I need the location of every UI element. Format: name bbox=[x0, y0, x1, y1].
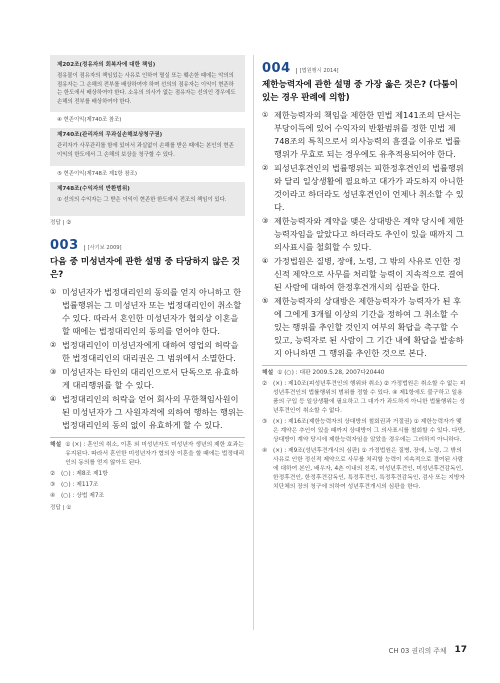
option-number: ② bbox=[262, 164, 269, 172]
question-tag bbox=[296, 67, 339, 74]
explanation-divider bbox=[262, 365, 467, 366]
explanation-line bbox=[50, 470, 245, 479]
law-text: 점유물이 점유자의 책임있는 사유로 인하여 멸실 또는 훼손한 때에는 악의의 점유자는 그 손해의 전부를 배상하여야 하며 선의의 점유자는 이익이 현존하는 한도에서 배상하여야 한다. 소유의 의사가 없는 점유자는 선의인 경우에도 손해의 전부를 배상하여야 한다. bbox=[57, 73, 236, 105]
option-text: 가정법원은 질병, 장애, 노령, 그 밖의 사유로 인한 정신적 제약으로 사무를 처리할 능력이 지속적으로 결여된 사람에 대하여 한정후견개시의 심판을 한다. bbox=[274, 256, 464, 292]
explanation-number: ① bbox=[65, 442, 71, 449]
reference-line: ⑤ 현존이익(제748조 제1항 참조) bbox=[50, 166, 245, 182]
answer-divider: | bbox=[62, 220, 67, 227]
option-number: ① bbox=[50, 288, 57, 297]
explanation-label: 해설 bbox=[262, 370, 274, 376]
option-text: 법정대리인이 미성년자에게 대하여 영업의 허락을 한 법정대리인의 대리권은 그 범위에서 소멸한다. bbox=[62, 340, 239, 364]
explanation-number: ② bbox=[262, 381, 268, 387]
chapter-label: CH 03 권리의 주체 bbox=[388, 647, 447, 655]
law-block bbox=[57, 61, 239, 106]
question-tag-text: [사기보 2009] bbox=[87, 245, 122, 252]
law-block bbox=[57, 185, 239, 205]
right-column bbox=[262, 55, 467, 492]
explanation-text: (○) : 상법 제7조 bbox=[61, 493, 105, 500]
explanation-number: ④ bbox=[262, 448, 268, 454]
explanation-line bbox=[50, 492, 245, 501]
question-number: 004 bbox=[262, 61, 291, 76]
page-footer bbox=[389, 645, 467, 655]
question-header bbox=[50, 238, 245, 253]
explanation-label: 해설 bbox=[50, 442, 62, 449]
question-tag bbox=[84, 244, 122, 251]
option-item bbox=[262, 255, 467, 294]
option-item bbox=[50, 339, 245, 365]
answer-value: ① bbox=[66, 505, 72, 512]
law-title: 제748조(수익자의 반환범위) bbox=[57, 185, 130, 192]
explanation-text: (×) : 혼인의 취소, 이혼 외 미성년자도 미성년자 생년의 제한 효과는 유지된다. 따라서 혼인한 미성년자가 협의상 이혼을 할 때에는 법정대리인의 동의를 얻지 않아도 된다. bbox=[65, 442, 245, 467]
law-reference-box bbox=[50, 55, 245, 216]
law-title: 제740조(관리자의 무과실손해보상청구권) bbox=[57, 132, 163, 139]
explanation-line bbox=[50, 441, 245, 468]
column-divider bbox=[253, 55, 254, 630]
option-number: ③ bbox=[262, 217, 269, 225]
option-text: 제한능력자의 상대방은 제한능력자가 능력자가 된 후에 그에게 3개월 이상의 기간을 정하여 그 취소할 수 있는 행위를 추인할 것인지 여부의 확답을 촉구할 수 있고, 능력자로 된 사람이 그 기간 내에 확답을 발송하지 아니하면 그 행위를 추인한 것으로 본다. bbox=[274, 296, 464, 358]
reference-line: ④ 현존이익(제740조 참조) bbox=[50, 112, 245, 128]
answer-line bbox=[50, 503, 245, 513]
law-title: 제202조(정유자의 회복자에 대한 책임) bbox=[57, 62, 156, 68]
answer-label: 정답 bbox=[50, 505, 61, 512]
option-item bbox=[50, 286, 245, 338]
explanation-text: (×) : 제10조(피성년후견인의 행위와 취소) ② 가정법원은 취소할 수 없는 피성년후견인의 법률행위의 범위를 정할 수 있다. ④ 제1항에도 불구하고 일용품의 구입 등 일상생활에 필요하고 그 대가가 과도하지 아니한 법률행위는 성년후견인이 취소할 수 없다. bbox=[273, 381, 466, 414]
explanation-line bbox=[262, 380, 467, 416]
explanation-line bbox=[262, 418, 467, 445]
explanation-line bbox=[50, 481, 245, 490]
tag-bar bbox=[296, 68, 297, 74]
left-column bbox=[50, 55, 245, 513]
option-item bbox=[262, 162, 467, 214]
answer-divider: | bbox=[62, 505, 67, 512]
explanation-number: ① bbox=[277, 370, 283, 376]
question-tag-text: [법원행시 2014] bbox=[299, 68, 339, 74]
law-text: 관리자가 사무관리를 함에 있어서 과실없이 손해를 받은 때에는 본인의 현존이익의 한도에서 그 손해의 보상을 청구할 수 있다. bbox=[57, 143, 234, 158]
option-number: ② bbox=[50, 341, 57, 350]
option-text: 제한능력자와 계약을 맺은 상대방은 계약 당시에 제한능력자임을 알았다고 하더라도 추인이 있을 때까지 그 의사표시를 철회할 수 있다. bbox=[274, 216, 464, 252]
explanation-text: (×) : 제9조(성년후견개시의 심판) ① 가정법원은 질병, 장애, 노령, 그 밖의 사유로 인한 정신적 제약으로 사무를 처리할 능력이 지속적으로 결여된 사람에 대하여 본인, 배우자, 4촌 이내의 친족, 미성년후견인, 미성년후견감독인, 한정후견인, 한정후견감독인, 특정후견인, 특정후견감독인, 검사 또는 지방자치단체의 장의 청구에 의하여 성년후견개시의 심판을 한다. bbox=[273, 448, 466, 490]
answer-label: 정답 bbox=[50, 220, 61, 227]
question-text: 다음 중 미성년자에 관한 설명 중 타당하지 않은 것은? bbox=[50, 257, 240, 281]
option-item bbox=[262, 295, 467, 360]
option-number: ④ bbox=[262, 257, 269, 265]
law-block bbox=[57, 131, 239, 159]
page-number: 17 bbox=[454, 645, 467, 655]
explanation-number: ④ bbox=[50, 493, 56, 500]
explanation-body bbox=[65, 441, 245, 468]
explanation-divider bbox=[50, 437, 245, 438]
explanation-body bbox=[277, 369, 467, 378]
question-header bbox=[262, 61, 467, 76]
option-number: ④ bbox=[50, 395, 57, 404]
explanation-text: (○) : 대판 2009.5.28, 2007다20440 bbox=[284, 370, 385, 376]
option-number: ⑤ bbox=[262, 297, 269, 305]
explanation-number: ③ bbox=[262, 419, 268, 425]
question-number: 003 bbox=[50, 238, 79, 254]
option-item bbox=[262, 109, 467, 161]
explanation-number: ② bbox=[50, 471, 56, 478]
option-item bbox=[262, 215, 467, 254]
option-text: 제한능력자의 책임을 제한한 민법 제141조의 단서는 부당이득에 있어 수익자의 반환범위를 정한 민법 제748조의 특칙으로서 의사능력의 흠결을 이유로 법률행위가 무효로 되는 경우에도 유추적용되어야 한다. bbox=[274, 110, 461, 159]
explanation-line bbox=[262, 447, 467, 492]
option-text: 법정대리인의 허락을 얻어 회사의 무한책임사원이 된 미성년자가 그 사원자격에 의하여 행하는 행위는 법정대리인의 동의 없이 유효하게 할 수 있다. bbox=[62, 394, 244, 431]
option-item bbox=[50, 366, 245, 392]
answer-line bbox=[50, 218, 245, 228]
explanation-number: ③ bbox=[50, 482, 56, 489]
option-text: 미성년자는 타인의 대리인으로서 단독으로 유효하게 대리행위를 할 수 있다. bbox=[62, 367, 239, 391]
option-text: 미성년자가 법정대리인의 동의를 얻지 아니하고 한 법률행위는 그 미성년자 또는 법정대리인이 취소할 수 있다. 따라서 혼인한 미성년자가 협의상 이혼을 할 때에는 법정대리인의 동의를 얻어야 한다. bbox=[62, 287, 242, 337]
explanation-line bbox=[262, 369, 467, 378]
option-number: ③ bbox=[50, 368, 57, 377]
question-text: 제한능력자에 관한 설명 중 가장 옳은 것은? (다툼이 있는 경우 판례에 의함) bbox=[262, 80, 458, 103]
option-number: ① bbox=[262, 111, 269, 119]
explanation-text: (○) : 제117조 bbox=[61, 482, 99, 489]
law-text: ① 선의의 수익자는 그 받은 이익이 현존한 한도에서 전조의 책임이 있다. bbox=[57, 196, 227, 203]
explanation-text: (○) : 제8조 제1항 bbox=[61, 471, 108, 478]
option-item bbox=[50, 393, 245, 432]
option-text: 피성년후견인의 법률행위는 피한정후견인의 법률행위와 달리 일상생활에 필요하고 대가가 과도하지 아니한 것이라고 하더라도 성년후견인이 언제나 취소할 수 있다. bbox=[274, 163, 464, 212]
answer-value: ② bbox=[66, 220, 72, 227]
tag-bar bbox=[84, 245, 85, 251]
explanation-text: (×) : 제16조(제한능력자의 상대방의 철회권과 거절권) ① 제한능력자가 맺은 계약은 추인이 있을 때까지 상대방이 그 의사표시를 철회할 수 있다. 다만, 상대방이 계약 당시에 제한능력자임을 알았을 경우에는 그러하지 아니하다. bbox=[273, 419, 465, 443]
